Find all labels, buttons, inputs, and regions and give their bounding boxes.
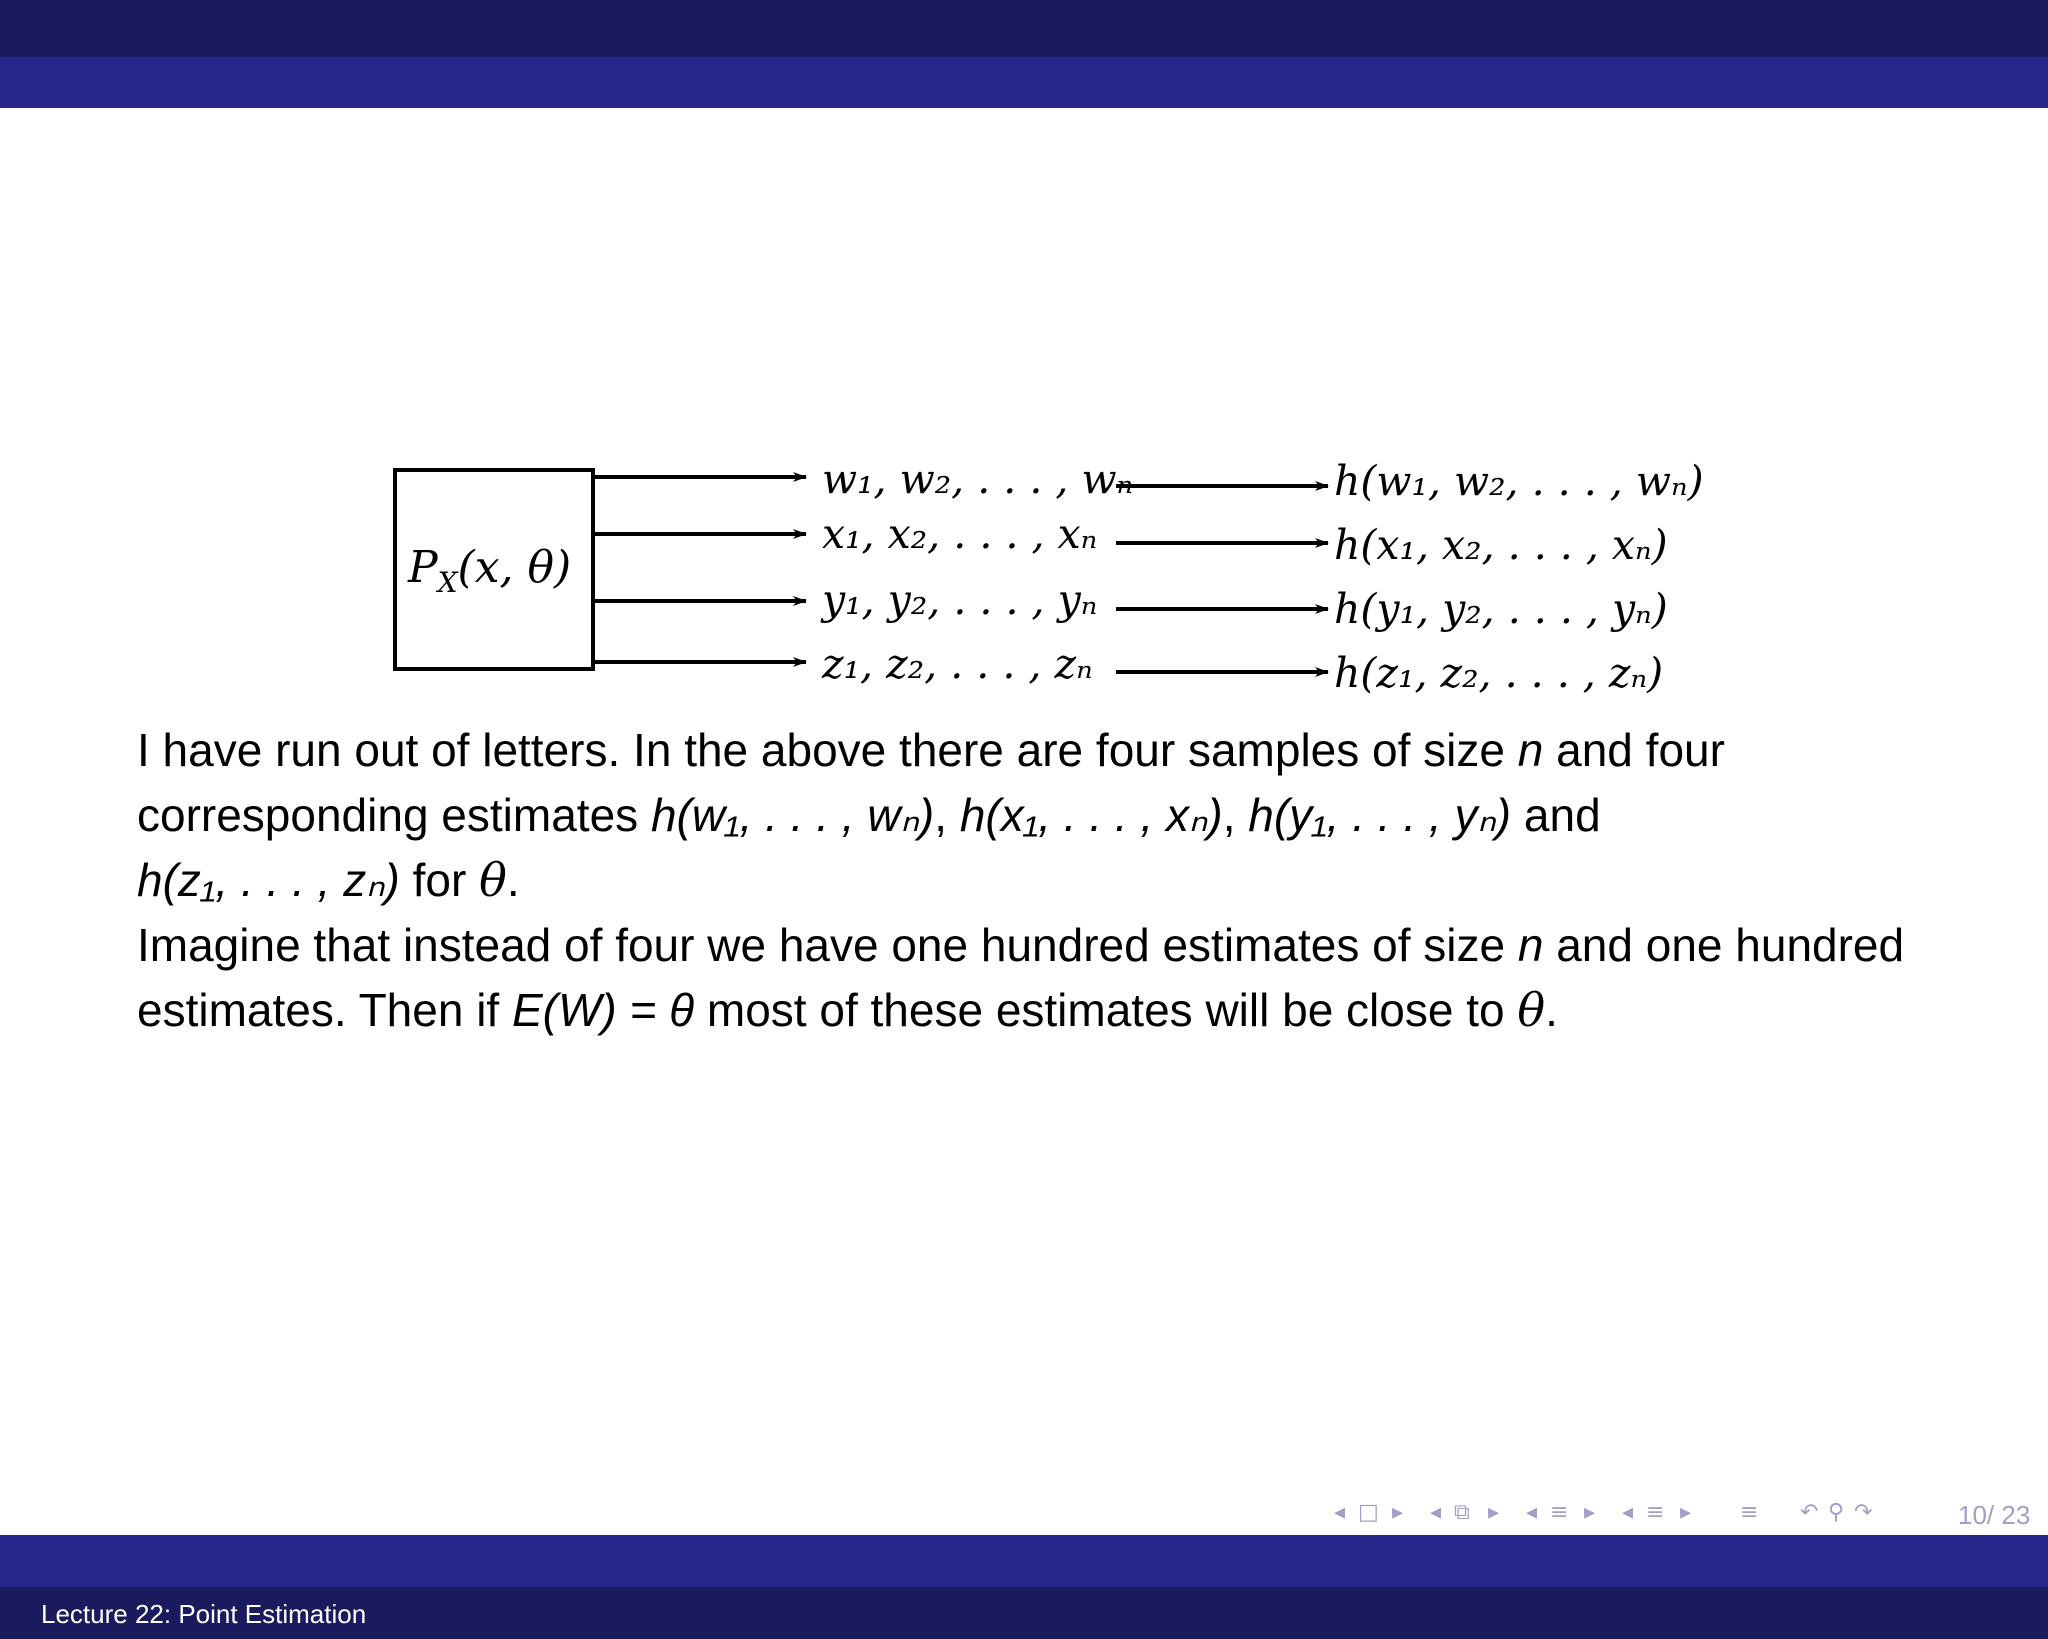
estimate-x-label: h(x₁, x₂, . . . , xₙ) bbox=[1334, 521, 1668, 569]
beamer-navigation bbox=[1334, 1492, 1882, 1532]
nav-next-document-icon[interactable]: ▸ bbox=[1680, 1499, 1692, 1525]
nav-document-icon[interactable]: ≡ bbox=[1646, 1499, 1665, 1525]
nav-next-frame-icon[interactable]: ▸ bbox=[1392, 1499, 1404, 1525]
estimate-w-label: h(w₁, w₂, . . . , wₙ) bbox=[1334, 457, 1704, 505]
footer-title: Lecture 22: Point Estimation bbox=[41, 1599, 367, 1629]
paragraph-hundred: Imagine that instead of four we have one hundred estimates of size n and one hundred estimates. Then if E(W) = θ most of these estimates will be close to θ. bbox=[137, 919, 1905, 1037]
nav-section-icon[interactable]: ≡ bbox=[1550, 1499, 1569, 1525]
estimate-z-label: h(z₁, z₂, . . . , zₙ) bbox=[1334, 649, 1664, 697]
nav-prev-frame-icon[interactable]: ◂ bbox=[1334, 1499, 1346, 1525]
nav-forward-icon[interactable]: ↷ bbox=[1854, 1499, 1873, 1525]
header-band-light bbox=[0, 57, 2048, 108]
footer-band-light bbox=[0, 1535, 2048, 1587]
page-number: 10/ 23 bbox=[1958, 1500, 2031, 1530]
nav-prev-subsection-icon[interactable]: ◂ bbox=[1430, 1499, 1442, 1525]
nav-next-section-icon[interactable]: ▸ bbox=[1584, 1499, 1596, 1525]
estimate-y-label: h(y₁, y₂, . . . , yₙ) bbox=[1334, 585, 1668, 633]
nav-appendix-icon[interactable]: ≡ bbox=[1740, 1499, 1759, 1525]
paragraph-letters: I have run out of letters. In the above there are four samples of size n and four corresponding estimates h(w₁, . . . , wₙ), h(x₁, . . . , xₙ), h(y₁, . . . , yₙ) and h(z₁, . . . , zₙ) for θ. bbox=[137, 724, 1725, 907]
nav-prev-document-icon[interactable]: ◂ bbox=[1622, 1499, 1634, 1525]
sample-w-label: w₁, w₂, . . . , wₙ bbox=[822, 455, 1134, 503]
nav-frame-icon[interactable]: □ bbox=[1358, 1499, 1379, 1525]
header-band-dark bbox=[0, 0, 2048, 57]
nav-back-icon[interactable]: ↶ bbox=[1800, 1499, 1819, 1525]
sample-z-label: z₁, z₂, . . . , zₙ bbox=[822, 640, 1093, 688]
source-box bbox=[395, 470, 593, 669]
sample-x-label: x₁, x₂, . . . , xₙ bbox=[822, 510, 1098, 558]
nav-subsection-icon[interactable]: ⧉ bbox=[1454, 1499, 1470, 1525]
sample-y-label: y₁, y₂, . . . , yₙ bbox=[822, 576, 1098, 624]
nav-search-icon[interactable]: ⚲ bbox=[1828, 1499, 1845, 1525]
source-distribution-label: $P_X(x$, θ) bbox=[408, 542, 572, 599]
nav-next-subsection-icon[interactable]: ▸ bbox=[1488, 1499, 1500, 1525]
nav-prev-section-icon[interactable]: ◂ bbox=[1526, 1499, 1538, 1525]
